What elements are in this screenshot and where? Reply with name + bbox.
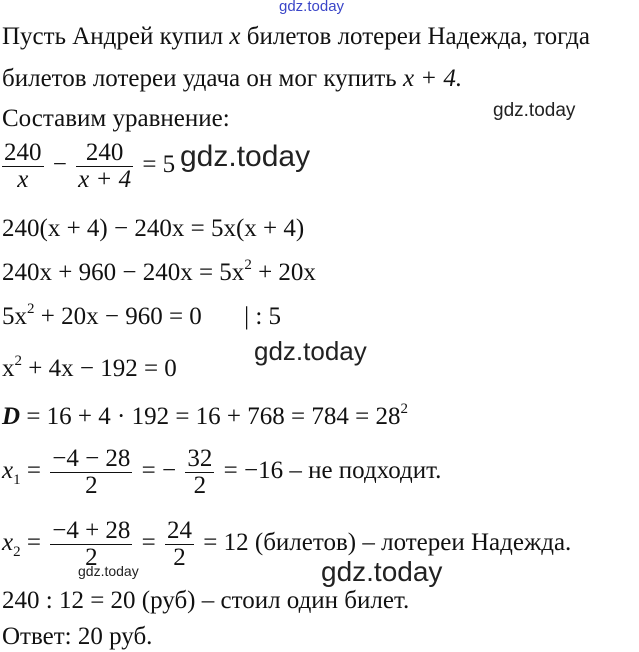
- root-variable: x: [2, 529, 14, 557]
- watermark: gdz.today: [78, 563, 139, 579]
- watermark: gdz.today: [321, 556, 443, 587]
- equation-1: [2, 140, 175, 193]
- equals: =: [20, 529, 48, 557]
- equation-3-right: + 20x: [251, 259, 316, 286]
- fraction-numerator: 32: [187, 445, 213, 472]
- root-1-result: = −16 – не подходит.: [223, 457, 442, 485]
- intro-text-1-rest: билетов лотереи Надежда, тогда: [246, 23, 590, 50]
- discriminant-symbol: D: [2, 403, 21, 430]
- fraction-numerator: 240: [76, 140, 133, 167]
- root-1-mid: = −: [141, 457, 177, 485]
- root-variable: x: [2, 457, 14, 485]
- fraction-240-over-x: [2, 140, 44, 193]
- fraction-denominator: 2: [85, 472, 98, 499]
- equation-3: [2, 258, 316, 288]
- text-line-1: [2, 22, 590, 52]
- intro-text-1: Пусть Андрей купил: [2, 23, 224, 50]
- equals: =: [20, 457, 48, 485]
- fraction-denominator: 2: [173, 544, 186, 571]
- equation-5-left: x: [2, 355, 15, 382]
- watermark: gdz.today: [493, 100, 576, 121]
- fraction-denominator: 2: [85, 544, 98, 571]
- intro-text-2: билетов лотереи удача он мог купить: [2, 65, 397, 92]
- root-subscript: 1: [13, 472, 21, 489]
- fraction-denominator: x: [17, 166, 29, 193]
- exponent: 2: [14, 353, 22, 369]
- equation-5: [2, 354, 177, 384]
- divide-note: | : 5: [244, 303, 282, 330]
- equation-3-left: 240x + 960 − 240x = 5x: [2, 259, 245, 286]
- fraction-240-over-x-plus-4: [76, 140, 133, 193]
- fraction-numerator: −4 + 28: [52, 517, 131, 544]
- watermark: gdz.today: [180, 140, 311, 173]
- equation-4-right: + 20x − 960 = 0: [34, 303, 202, 330]
- root-1-line: [2, 446, 441, 499]
- fraction-numerator: 24: [167, 517, 193, 544]
- discriminant-line: [2, 402, 408, 432]
- root-1-fraction: [50, 446, 132, 499]
- setup-text: Составим уравнение:: [2, 105, 230, 132]
- equation-5-right: + 4x − 192 = 0: [22, 355, 177, 382]
- exponent: 2: [244, 257, 252, 273]
- text-line-2: [2, 64, 462, 94]
- root-2-mid: =: [141, 529, 163, 557]
- discriminant-body: = 16 + 4 · 192 = 16 + 768 = 784 = 28: [20, 403, 401, 430]
- equation-2: 240(x + 4) − 240x = 5x(x + 4): [2, 215, 305, 242]
- root-1-fraction-2: [185, 446, 214, 499]
- fraction-numerator: −4 − 28: [52, 445, 131, 472]
- equation-4-left: 5x: [2, 303, 27, 330]
- fraction-denominator: x + 4: [78, 166, 132, 193]
- answer-line: Ответ: 20 руб.: [2, 623, 153, 650]
- price-line: 240 : 12 = 20 (руб) – стоил один билет.: [2, 587, 410, 614]
- equation-4: [2, 302, 281, 332]
- root-subscript: 2: [13, 544, 21, 561]
- fraction-numerator: 240: [4, 139, 42, 166]
- minus-sign: −: [52, 151, 67, 179]
- exponent: 2: [27, 301, 35, 317]
- intro-var-x: x: [229, 23, 241, 50]
- root-2-result: = 12 (билетов) – лотереи Надежда.: [203, 529, 572, 557]
- watermark-top: gdz.today: [279, 0, 345, 15]
- watermark: gdz.today: [254, 336, 367, 366]
- exponent: 2: [400, 401, 408, 417]
- equation-rhs: = 5: [142, 151, 176, 179]
- fraction-denominator: 2: [193, 472, 207, 499]
- root-2-fraction-2: [165, 518, 194, 571]
- intro-expr: x + 4.: [402, 65, 463, 92]
